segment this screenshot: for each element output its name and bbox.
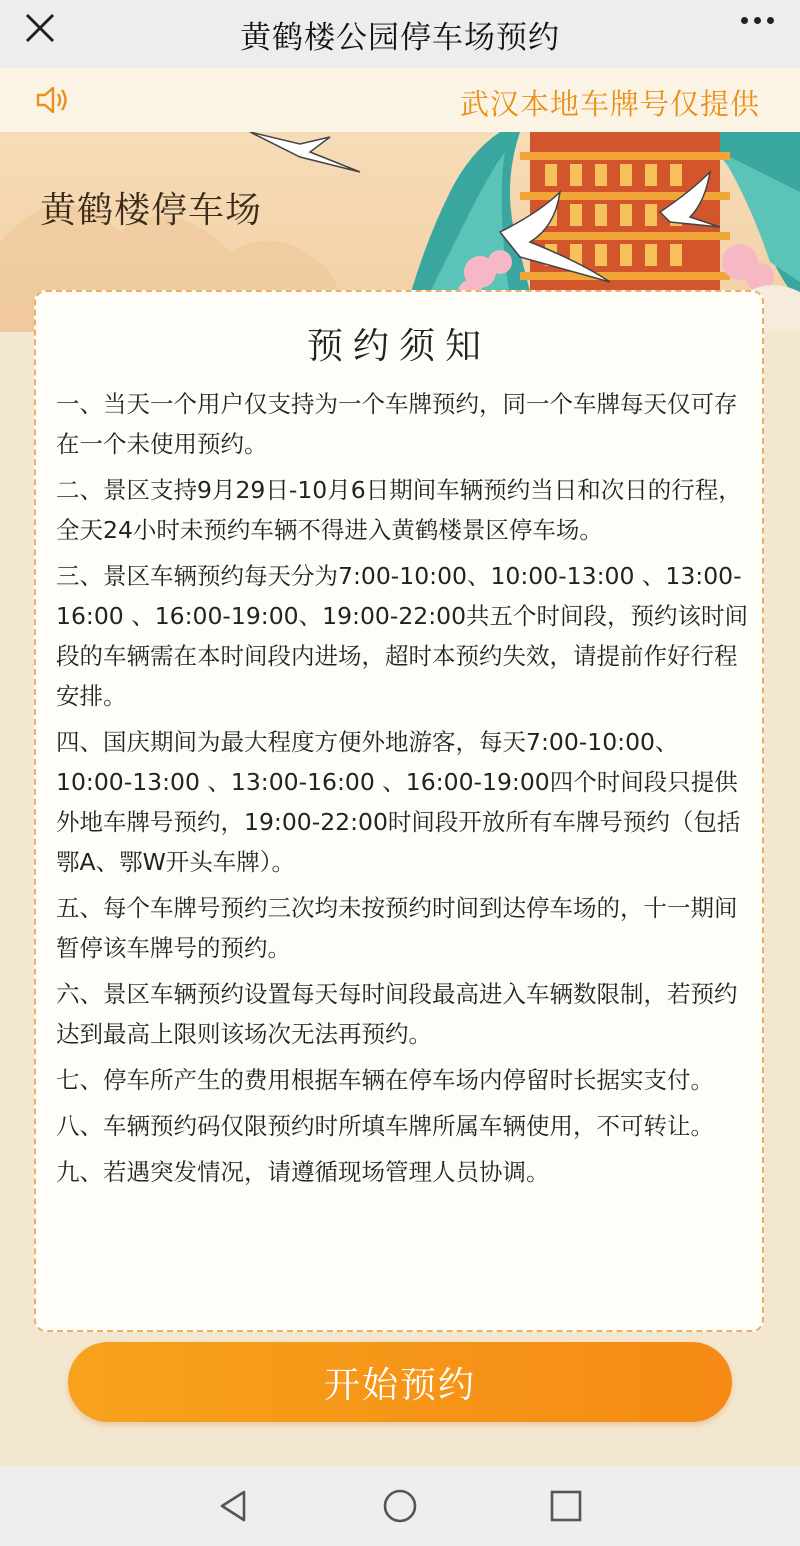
rule-item: 三、景区车辆预约每天分为7:00-10:00、10:00-13:00 、13:00-16:00 、16:00-19:00、19:00-22:00共五个时间段，预约该时间段的车辆需在本时间段内进场，超时本预约失效，请提前作好行程安排。 <box>56 562 749 710</box>
rule-item: 一、当天一个用户仅支持为一个车牌预约，同一个车牌每天仅可存在一个未使用预约。 <box>56 390 738 458</box>
notice-text: 武汉本地车牌号仅提供 <box>460 87 761 121</box>
rules-title: 预约须知 <box>306 326 491 367</box>
rule-item: 七、停车所产生的费用根据车辆在停车场内停留时长据实支付。 <box>56 1066 714 1094</box>
banner-title: 黄鹤楼停车场 <box>40 190 263 231</box>
top-app-bar <box>0 0 800 69</box>
rule-item: 九、若遇突发情况，请遵循现场管理人员协调。 <box>56 1158 550 1186</box>
speaker-icon <box>34 82 70 118</box>
rule-item: 六、景区车辆预约设置每天每时间段最高进入车辆数限制，若预约达到最高上限则该场次无法再预约。 <box>56 980 738 1048</box>
recents-icon[interactable] <box>546 1486 586 1526</box>
rule-item: 二、景区支持9月29日-10月6日期间车辆预约当日和次日的行程，全天24小时未预约车辆不得进入黄鹤楼景区停车场。 <box>56 476 742 544</box>
rule-item: 五、每个车牌号预约三次均未按预约时间到达停车场的，十一期间暂停该车牌号的预约。 <box>56 894 738 962</box>
back-icon[interactable] <box>214 1486 254 1526</box>
page-title: 黄鹤楼公园停车场预约 <box>240 19 560 56</box>
rules-card <box>34 290 764 1332</box>
rule-item: 四、国庆期间为最大程度方便外地游客，每天7:00-10:00、10:00-13:00 、13:00-16:00 、16:00-19:00四个时间段只提供外地车牌号预约，19:00-22:00时间段开放所有车牌号预约（包括鄂A、鄂W开头车牌）。 <box>56 728 741 876</box>
close-icon[interactable] <box>22 10 58 46</box>
notice-bar <box>0 68 800 132</box>
rules-list <box>56 384 750 1198</box>
system-nav-bar <box>0 1466 800 1546</box>
start-reservation-button[interactable]: 开始预约 <box>68 1342 732 1422</box>
more-dots-icon[interactable] <box>741 17 774 24</box>
home-icon[interactable] <box>380 1486 420 1526</box>
rule-item: 八、车辆预约码仅限预约时所填车牌所属车辆使用，不可转让。 <box>56 1112 714 1140</box>
